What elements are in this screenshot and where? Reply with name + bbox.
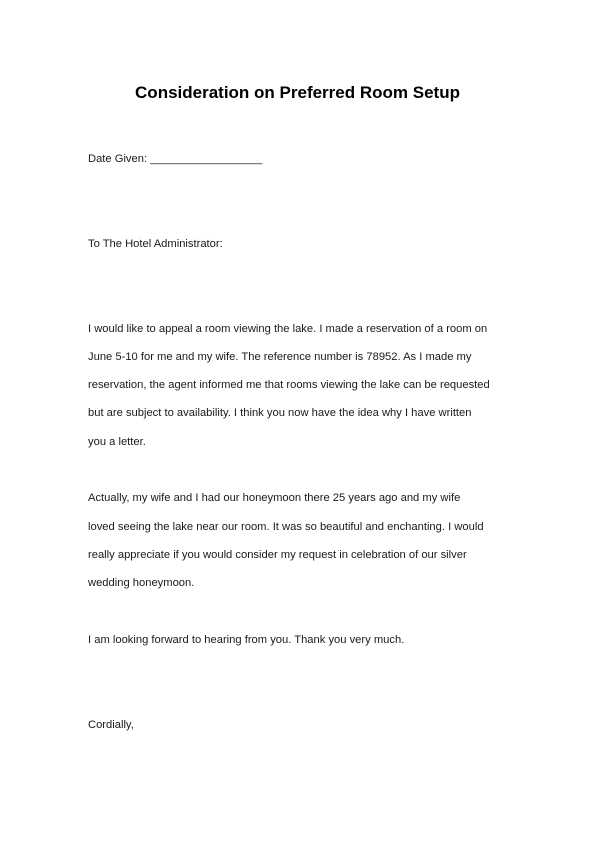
- document-title: Consideration on Preferred Room Setup: [135, 83, 460, 102]
- paragraph-line: June 5-10 for me and my wife. The reference number is 78952. As I made my: [88, 351, 472, 363]
- salutation: To The Hotel Administrator:: [88, 238, 223, 250]
- paragraph-line: reservation, the agent informed me that rooms viewing the lake can be requested: [88, 379, 490, 391]
- paragraph-3: I am looking forward to hearing from you. Thank you very much.: [88, 634, 405, 646]
- closing: Cordially,: [88, 719, 134, 731]
- paragraph-line: really appreciate if you would consider my request in celebration of our silver: [88, 549, 467, 561]
- paragraph-line: Actually, my wife and I had our honeymoon there 25 years ago and my wife: [88, 492, 461, 504]
- paragraph-line: but are subject to availability. I think you now have the idea why I have written: [88, 407, 472, 419]
- paragraph-line: wedding honeymoon.: [88, 577, 195, 589]
- date-given-line: Date Given: __________________: [88, 153, 263, 165]
- paragraph-line: I would like to appeal a room viewing the lake. I made a reservation of a room on: [88, 323, 488, 335]
- paragraph-line: you a letter.: [88, 436, 146, 448]
- paragraph-line: loved seeing the lake near our room. It was so beautiful and enchanting. I would: [88, 521, 484, 533]
